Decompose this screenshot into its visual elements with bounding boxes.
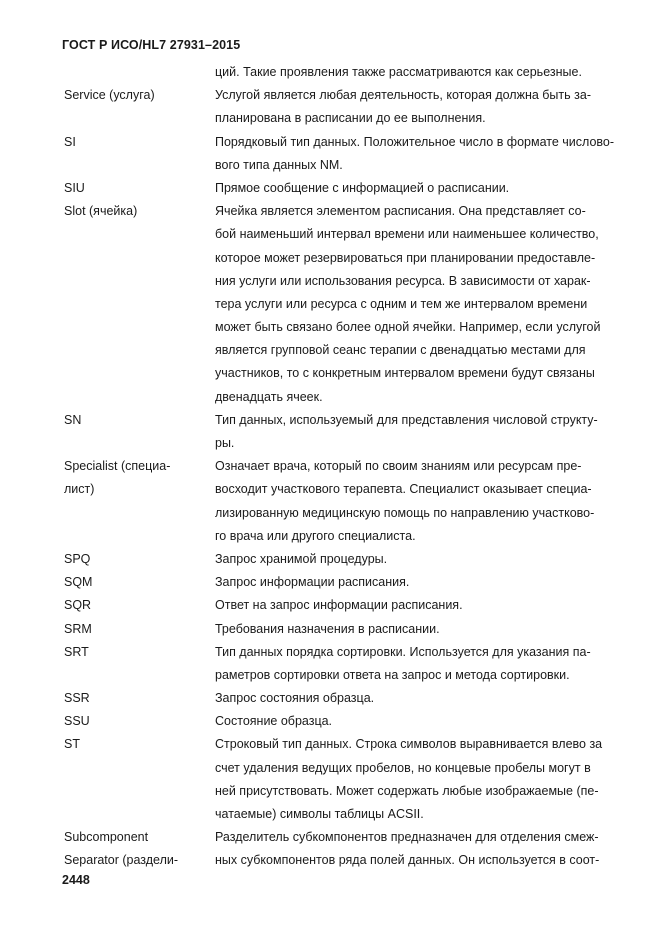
entry-definition [215,687,635,710]
entry-term [64,84,204,107]
definition-line: го врача или другого специалиста. [215,528,416,543]
term-line: SI [64,134,76,149]
definition-line: ния услуги или использования ресурса. В зависимости от харак- [215,273,591,288]
definition-line: восходит участкового терапевта. Специалист оказывает специа- [215,482,592,497]
definition-line: Прямое сообщение с информацией о расписании. [215,180,510,195]
entry-term [64,548,204,571]
definition-line: участников, то с конкретным интервалом времени будут связаны [215,366,595,381]
term-line: SSR [64,691,90,706]
definition-line: Ячейка является элементом расписания. Она представляет со- [215,204,586,219]
entry-term [64,200,204,223]
definition-line: Требования назначения в расписании. [215,621,440,636]
definition-line: Запрос информации расписания. [215,575,410,590]
glossary-entry [0,548,661,571]
entry-definition [215,594,635,617]
definition-line: ней присутствовать. Может содержать любые изображаемые (пе- [215,783,599,798]
entry-term [64,131,204,154]
entry-term [64,733,204,756]
glossary-entry [0,177,661,200]
definition-line: ры. [215,436,235,450]
glossary-entry [0,61,661,84]
glossary-entry [0,200,661,409]
definition-line: чатаемые) символы таблицы ACSII. [215,807,424,821]
definition-line: тера услуги или ресурса с одним и тем же интервалом времени [215,296,588,311]
entry-definition [215,571,635,594]
glossary-entry [0,687,661,710]
entry-definition [215,177,635,200]
definition-line: Означает врача, который по своим знаниям или ресурсам пре- [215,459,582,474]
glossary-entry [0,409,661,455]
definition-line: Тип данных порядка сортировки. Используется для указания па- [215,644,591,659]
term-line: ST [64,737,80,752]
definition-line: бой наименьший интервал времени или наименьшее количество, [215,227,599,242]
entry-term [64,455,204,501]
definition-line: Состояние образца. [215,714,333,729]
term-line: лист) [64,482,95,497]
definition-line: Разделитель субкомпонентов предназначен для отделения смеж- [215,830,599,845]
entry-term [64,594,204,617]
entry-term [64,710,204,733]
glossary-entry [0,733,661,826]
entry-term [64,571,204,594]
glossary-entry [0,641,661,687]
definition-line: Запрос состояния образца. [215,691,375,706]
entry-term [64,177,204,200]
document-header: ГОСТ Р ИСО/HL7 27931–2015 [62,38,241,52]
definition-line: лизированную медицинскую помощь по направлению участково- [215,505,595,520]
definition-line: которое может резервироваться при планировании предоставле- [215,250,596,265]
entry-definition [215,200,635,409]
definition-line: Тип данных, используемый для представления числовой структу- [215,412,598,427]
definition-line: Строковый тип данных. Строка символов выравнивается влево за [215,737,603,752]
entry-term [64,687,204,710]
entry-definition [215,826,635,872]
entry-definition [215,548,635,571]
entry-definition [215,61,635,84]
term-line: Separator (раздели- [64,853,179,868]
glossary-entry [0,84,661,130]
glossary-entry [0,826,661,872]
definition-line: Услугой является любая деятельность, которая должна быть за- [215,88,591,103]
term-line: SN [64,412,82,427]
term-line: Service (услуга) [64,88,155,103]
definition-line: планирована в расписании до ее выполнения. [215,111,486,126]
entry-term [64,641,204,664]
entry-definition [215,733,635,826]
entry-definition [215,409,635,455]
definition-line: Ответ на запрос информации расписания. [215,598,463,613]
glossary-entry [0,131,661,177]
term-line: SRT [64,644,89,659]
term-line: SQR [64,598,92,613]
term-line: Slot (ячейка) [64,204,138,219]
entry-term [64,618,204,641]
glossary-entry [0,710,661,733]
term-line: SQM [64,575,93,590]
term-line: SRM [64,621,92,636]
definition-line: может быть связано более одной ячейки. Например, если услугой [215,320,601,335]
entry-term [64,826,204,872]
glossary-entry [0,618,661,641]
definition-line: двенадцать ячеек. [215,389,323,404]
entry-definition [215,618,635,641]
entry-definition [215,710,635,733]
glossary-entry [0,594,661,617]
term-line: Specialist (специа- [64,459,171,474]
page-number: 2448 [62,873,90,887]
term-line: SSU [64,714,90,729]
definition-line: раметров сортировки ответа на запрос и метода сортировки. [215,667,570,682]
glossary-entries [0,61,661,873]
entry-definition [215,641,635,687]
definition-line: Запрос хранимой процедуры. [215,551,388,566]
definition-line: ных субкомпонентов ряда полей данных. Он используется в соот- [215,853,600,868]
definition-line: вого типа данных NM. [215,157,343,172]
entry-definition [215,131,635,177]
definition-line: счет удаления ведущих пробелов, но концевые пробелы могут в [215,760,591,775]
term-line: Subcomponent [64,830,149,845]
term-line: SIU [64,180,85,195]
definition-line: Порядковый тип данных. Положительное число в формате числово- [215,134,615,149]
glossary-entry [0,455,661,548]
entry-definition [215,455,635,548]
definition-line: является групповой сеанс терапии с двенадцатью местами для [215,343,586,358]
definition-line: ций. Такие проявления также рассматриваются как серьезные. [215,65,582,79]
entry-term [64,409,204,432]
term-line: SPQ [64,551,91,566]
entry-definition [215,84,635,130]
glossary-entry [0,571,661,594]
